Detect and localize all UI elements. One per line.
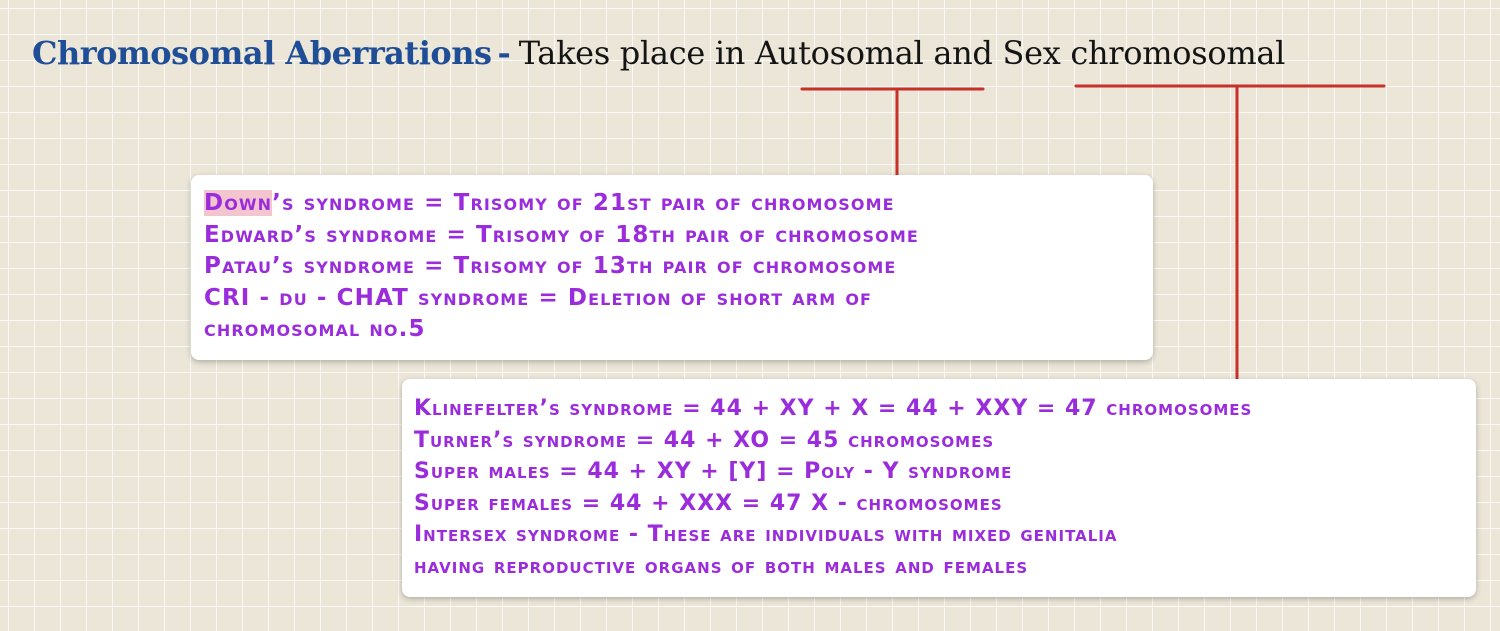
- list-item: Super males = 44 + XY + [Y] = Poly - Y syndrome: [414, 459, 1013, 484]
- list-item: Down’s syndrome = Trisomy of 21st pair of chromosome: [204, 190, 895, 216]
- title-separator: -: [497, 34, 511, 72]
- title-description: Takes place in Autosomal and Sex chromosomal: [518, 34, 1286, 72]
- list-item: chromosomal no.5: [204, 316, 426, 342]
- list-item: Klinefelter’s syndrome = 44 + XY + X = 44 + XXY = 47 chromosomes: [414, 396, 1253, 421]
- autosomal-list: [204, 188, 919, 346]
- list-item: Turner’s syndrome = 44 + XO = 45 chromosomes: [414, 427, 995, 453]
- list-item: Super females = 44 + XXX = 47 X - chromosomes: [414, 490, 1003, 516]
- highlighted-word: Down: [204, 190, 273, 216]
- list-item: CRI - du - CHAT syndrome = Deletion of short arm of: [204, 284, 873, 311]
- autosomal-aberrations-box: [191, 175, 1153, 360]
- title-topic: Chromosomal Aberrations: [32, 34, 492, 72]
- sex-chromosomal-list: [414, 393, 1252, 582]
- list-item: Patau’s syndrome = Trisomy of 13th pair of chromosome: [204, 253, 897, 279]
- list-item: Edward’s syndrome = Trisomy of 18th pair of chromosome: [204, 221, 919, 248]
- list-item: Intersex syndrome - These are individuals with mixed genitalia: [414, 522, 1118, 547]
- list-item: having reproductive organs of both males and females: [414, 553, 1029, 579]
- sex-chromosomal-aberrations-box: [402, 379, 1476, 597]
